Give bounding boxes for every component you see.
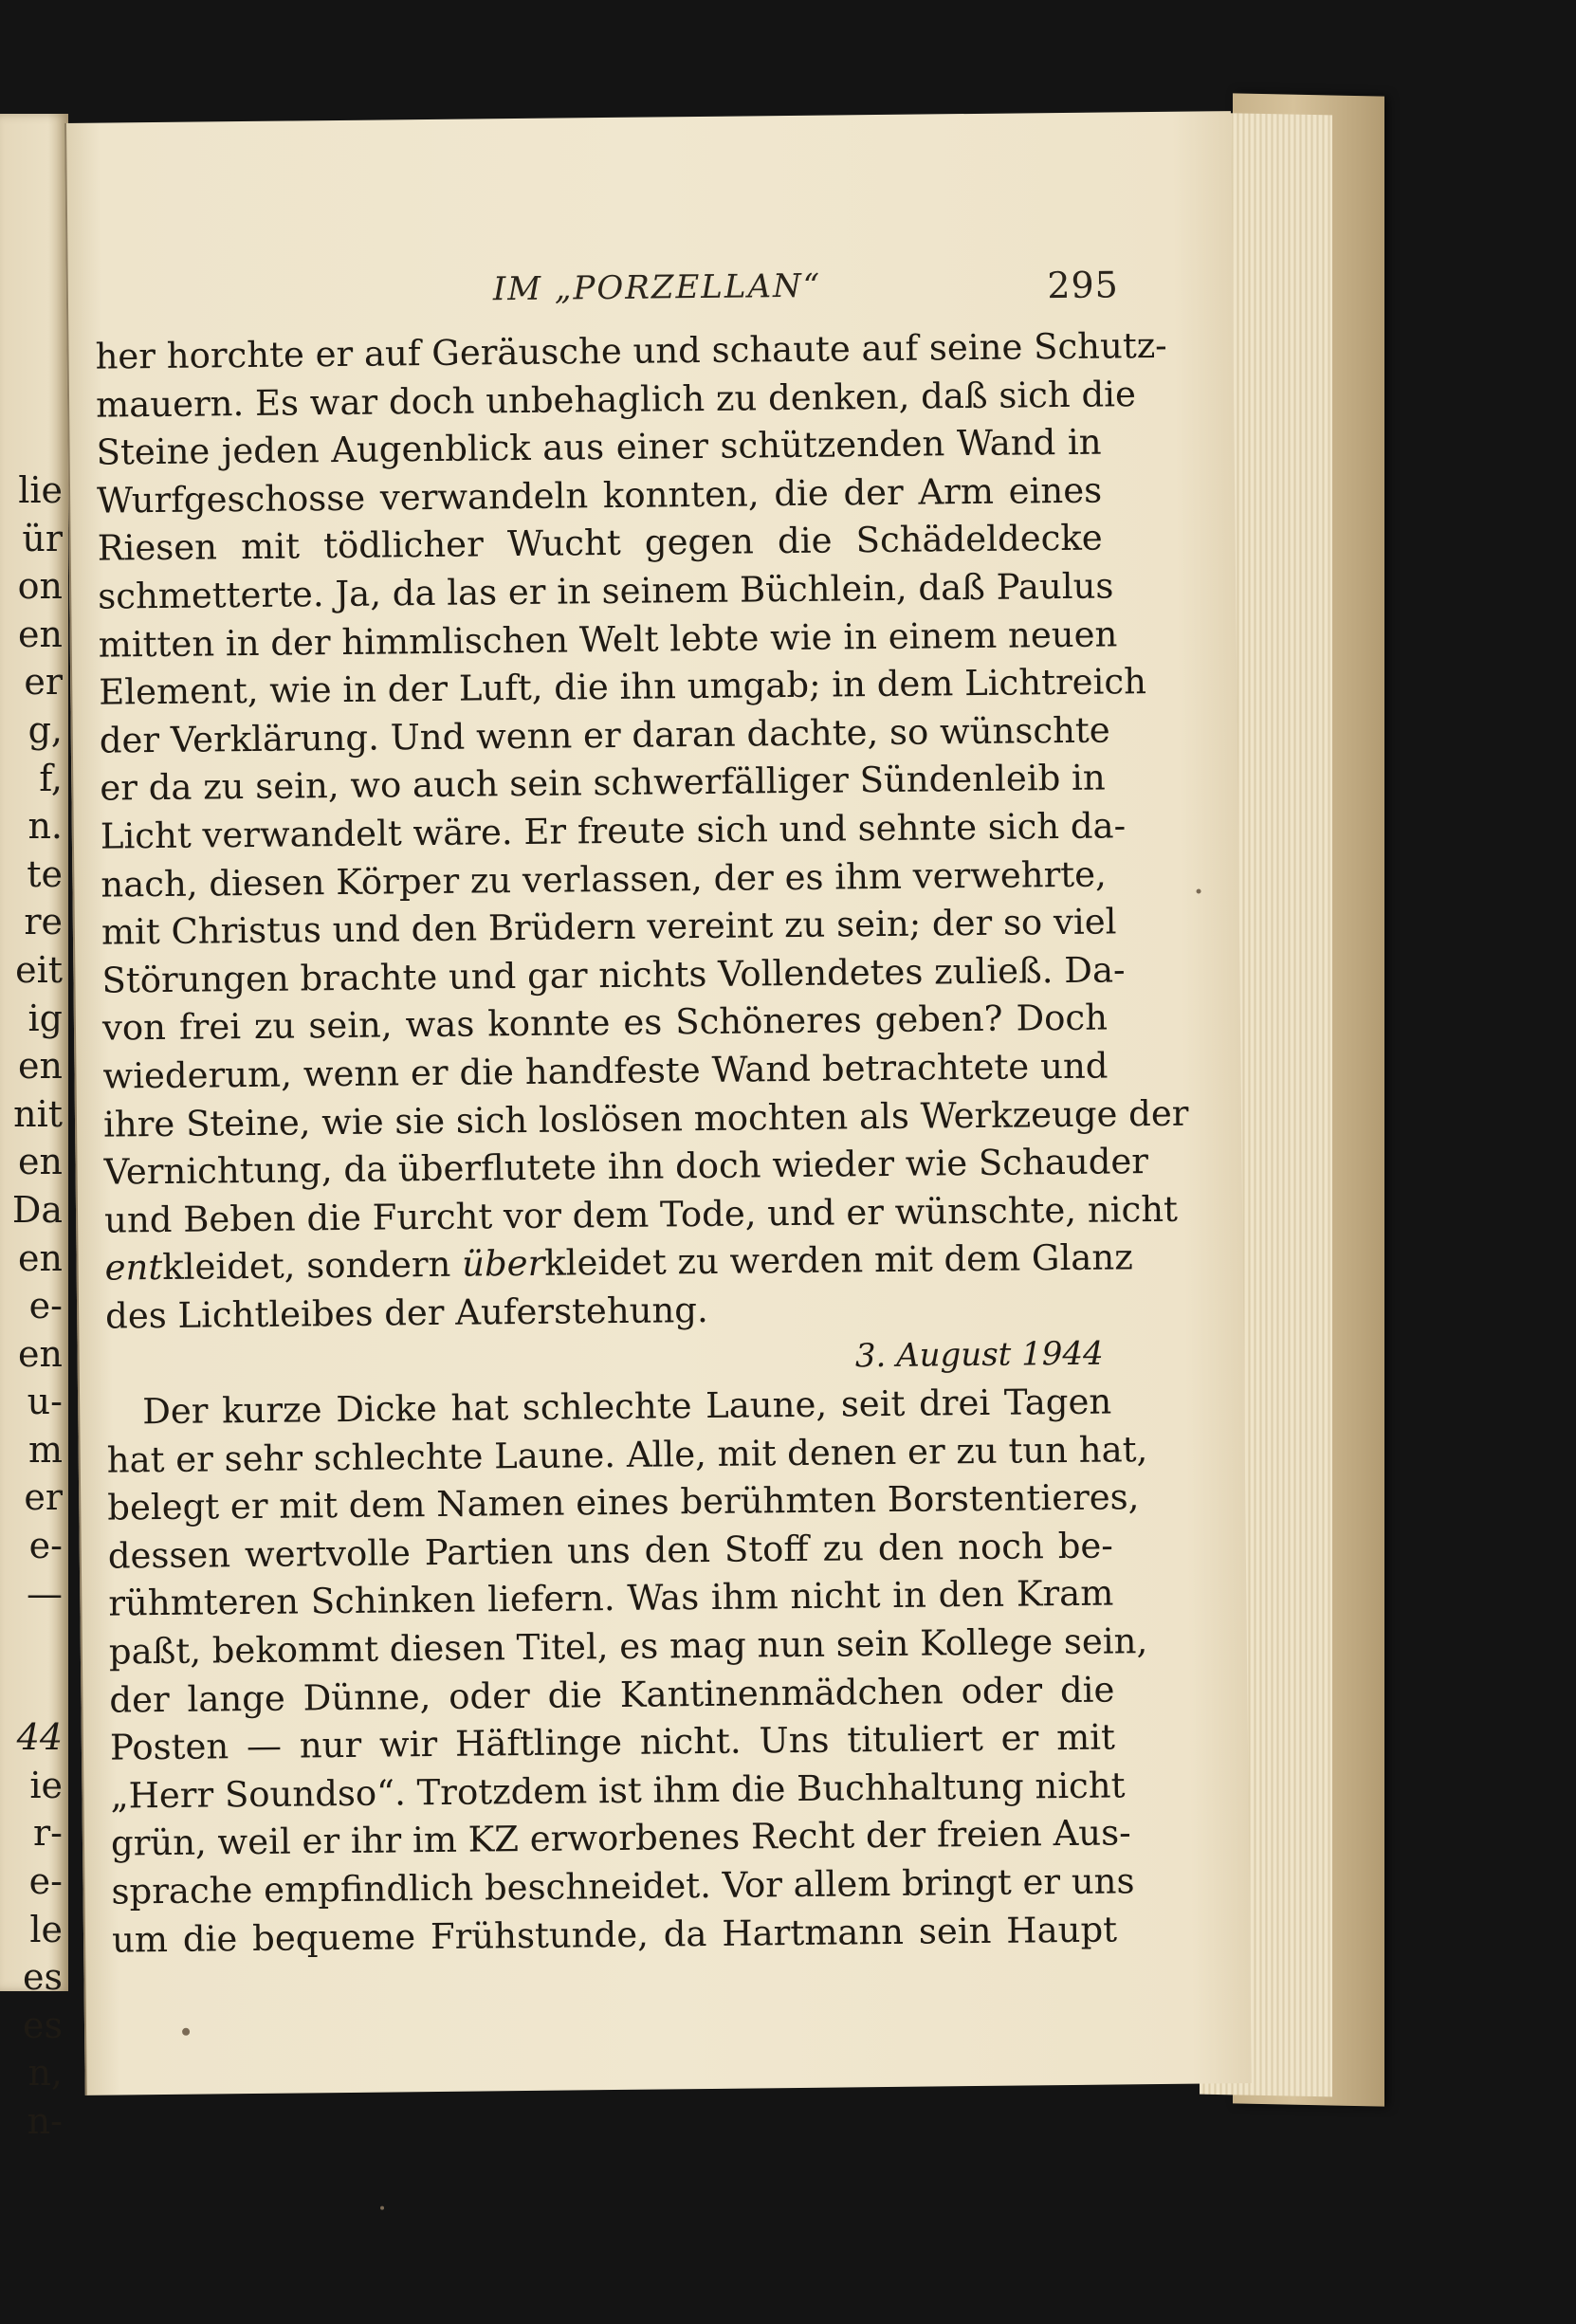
text-line: und Beben die Furcht vor dem Tode, und er wünschte, nicht: [103, 1188, 1179, 1241]
fragment: Da: [11, 1188, 63, 1231]
fragment: nit: [13, 1092, 63, 1135]
fragment: n,: [27, 2052, 63, 2095]
text-line: Wurfgeschosse verwandeln konnten, die der Arm eines: [96, 469, 1103, 522]
emphasis-ent: ent: [104, 1247, 163, 1289]
text-line: mitten in der himmlischen Welt lebte wie in einem neuen: [98, 613, 1118, 666]
text-line: Der kurze Dicke hat schlechte Laune, seit drei Tagen: [142, 1381, 1112, 1433]
text-line: paßt, bekommt diesen Titel, es mag nun sein Kollege sein,: [108, 1620, 1148, 1673]
text-segment: kleidet zu werden mit dem Glanz: [544, 1236, 1133, 1285]
fragment: te: [27, 852, 63, 895]
fragment: 44: [16, 1716, 63, 1759]
running-header: [95, 264, 1119, 318]
fragment: en: [18, 1332, 63, 1375]
paper-speck: [380, 2206, 384, 2210]
text-line: belegt er mit dem Namen eines berühmten Borstentieres,: [107, 1476, 1140, 1528]
text-line: her horchte er auf Geräusche und schaute auf seine Schutz-: [95, 324, 1167, 377]
fragment: es: [23, 2004, 63, 2046]
spacer: [0, 1618, 63, 1713]
text-line: Element, wie in der Luft, die ihn umgab; in dem Lichtreich: [99, 661, 1147, 713]
fragment: en: [18, 1141, 63, 1183]
fragment: lie: [18, 469, 63, 511]
text-line: grün, weil er ihr im KZ erworbenes Recht der freien Aus-: [110, 1812, 1131, 1864]
text-line: hat er sehr schlechte Laune. Alle, mit denen er zu tun hat,: [106, 1428, 1148, 1481]
fragment: ie: [29, 1764, 63, 1806]
text-line: Licht verwandelt wäre. Er freute sich und sehnte sich da-: [100, 805, 1127, 857]
emphasis-ueber: über: [461, 1243, 545, 1285]
fragment: ig: [27, 997, 63, 1039]
fragment: e-: [28, 1860, 63, 1903]
page-number: 295: [1047, 264, 1120, 307]
text-line: ihre Steine, wie sie sich loslösen mochten als Werkzeuge der: [102, 1092, 1189, 1145]
fragment: en: [18, 1045, 63, 1088]
fragment: f,: [39, 757, 63, 799]
paragraph-last-line: des Lichtleibes der Auferstehung.: [104, 1289, 708, 1337]
text-line: Vernichtung, da überflutete ihn doch wieder wie Schauder: [103, 1141, 1149, 1193]
text-line: sprache empfindlich beschneidet. Vor allem bringt er uns: [111, 1860, 1135, 1912]
text-line: mit Christus und den Brüdern vereint zu sein; der so viel: [101, 901, 1117, 953]
text-line: Störungen brachte und gar nichts Vollendetes zuließ. Da-: [101, 949, 1126, 1001]
fragment: en: [18, 613, 63, 655]
text-line: der lange Dünne, oder die Kantinenmädchen oder die: [109, 1669, 1115, 1721]
fragment: u-: [27, 1381, 63, 1423]
text-line: Posten — nur wir Häftlinge nicht. Uns tituliert er mit: [109, 1716, 1116, 1768]
text-line: dessen wertvolle Partien uns den Stoff zu den noch be-: [107, 1525, 1113, 1577]
fragment: eit: [15, 948, 63, 991]
fragment: re: [24, 901, 63, 943]
text-line: um die bequeme Frühstunde, da Hartmann sein Haupt: [111, 1909, 1118, 1961]
fragment: er: [24, 1476, 63, 1519]
fragment: e-: [28, 1525, 63, 1567]
fragment: g,: [27, 708, 63, 751]
running-title: IM „PORZELLAN“: [492, 266, 822, 309]
diary-date: 3. August 1944: [854, 1335, 1104, 1376]
paper-speck: [182, 2028, 190, 2036]
text-line: mauern. Es war doch unbehaglich zu denken, daß sich die: [95, 373, 1137, 426]
text-line: Steine jeden Augenblick aus einer schützenden Wand in: [96, 421, 1102, 473]
fragment: ür: [22, 517, 63, 559]
text-segment: kleidet, sondern: [162, 1243, 463, 1289]
text-line: schmetterte. Ja, da las er in seinem Büchlein, daß Paulus: [98, 565, 1114, 617]
paper-speck: [1197, 888, 1201, 893]
fragment: m: [27, 1428, 63, 1471]
fragment: e-: [28, 1285, 63, 1327]
text-line: Riesen mit tödlicher Wucht gegen die Schädeldecke: [97, 517, 1103, 570]
text-line: von frei zu sein, was konnte es Schöneres geben? Doch: [101, 997, 1109, 1049]
book-page: [64, 111, 1252, 2095]
text-line: der Verklärung. Und wenn er daran dachte, so wünschte: [99, 709, 1110, 761]
text-line: „Herr Soundso“. Trotzdem ist ihm die Buchhaltung nicht: [110, 1765, 1126, 1817]
text-line: wiederum, wenn er die handfeste Wand betrachtete und: [102, 1045, 1109, 1097]
previous-page-text-fragments: [0, 467, 63, 2146]
text-line: er da zu sein, wo auch sein schwerfälliger Sündenleib in: [100, 757, 1106, 809]
fragment: —: [27, 1572, 63, 1615]
text-line: rühmteren Schinken liefern. Was ihm nicht in den Kram: [108, 1572, 1114, 1625]
text-line: nach, diesen Körper zu verlassen, der es ihm verwehrte,: [101, 853, 1108, 906]
previous-page-edge: [0, 114, 68, 2142]
fragment: er: [24, 661, 63, 704]
fragment: en: [18, 1236, 63, 1279]
fragment: n.: [27, 805, 63, 848]
fragment: es: [23, 1956, 63, 1999]
body-text: [95, 323, 1189, 1965]
fragment: le: [29, 1908, 63, 1950]
fragment: r-: [32, 1812, 63, 1855]
fragment: n-: [27, 2100, 63, 2142]
fragment: on: [17, 565, 63, 608]
